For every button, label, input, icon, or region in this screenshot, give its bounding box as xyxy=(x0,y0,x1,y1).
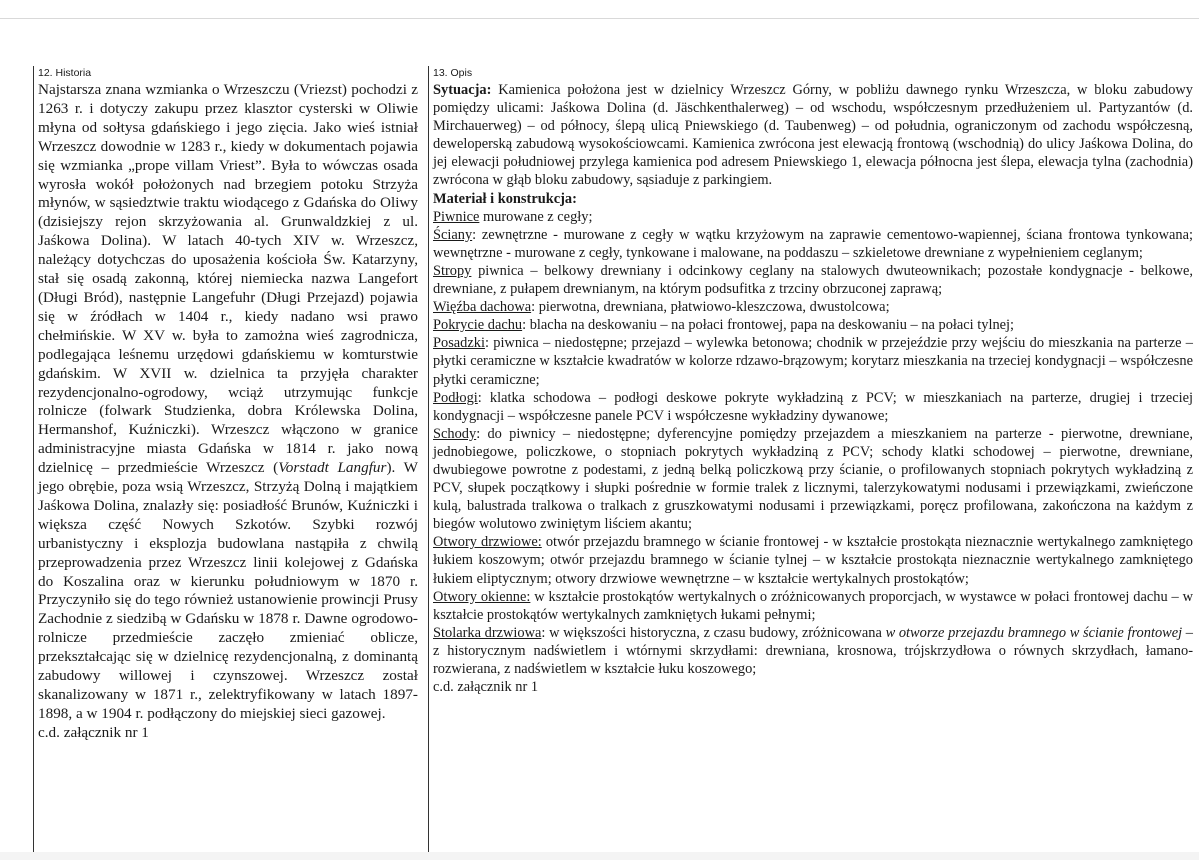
item-wiezba xyxy=(433,298,1193,316)
item-label: Schody xyxy=(433,425,477,442)
item-text: : zewnętrzne - murowane z cegły w wątku krzyżowym na zaprawie cementowo-wapiennej, ściana frontowa tynkowana; wewnętrzne - murowane z cegły, tynkowane i malowane, na poddaszu – szkieletowe drewniane z wypełnieniem ceglanym; xyxy=(433,226,1193,261)
item-text: w kształcie prostokątów wertykalnych o zróżnicowanych proporcjach, w wystawce w połaci frontowej dachu – w kształcie prostokątów wertykalnych zamkniętych łukami pełnymi; xyxy=(433,588,1193,623)
item-text: : do piwnicy – niedostępne; dyferencyjne pomiędzy przejazdem a mieszkaniem na parterze - pierwotne, drewniane, jednobiegowe, policzkowe, o stopniach pokrytych wykładziną z PCV; schody klatki schodowej – pierwotne, drewniane, dwubiegowe powrotne z podestami, z jedną belką policzkową przy ścianie, o profilowanych stopniach pokrytych wykładziną z PCV, słupek początkowy i słupki pośrednie w formie tralek z licznymi, talerzykowatymi nodusami i przewiązkami, zwieńczone kulą, balustrada tralkowa o tralkach z gruszkowatymi nodusami i przewiązkami, poręcz profilowana, zakończona na każdym z biegów wolutowo zwiniętym liściem akantu; xyxy=(433,425,1193,533)
item-text: : pierwotna, drewniana, płatwiowo-kleszczowa, dwustolcowa; xyxy=(531,299,890,316)
item-schody xyxy=(433,425,1193,534)
item-text: : piwnica – niedostępne; przejazd – wylewka betonowa; chodnik w przejeździe przy wejściu do mieszkania na parterze – płytki ceramiczne w kształcie kwadratów w kolorze rdzawo-brązowym; korytarz mieszkania na trzeciej kondygnacji – współczesne płytki ceramiczne; xyxy=(433,335,1193,388)
item-podlogi xyxy=(433,389,1193,425)
history-body: Najstarsza znana wzmianka o Wrzeszczu (Vriezst) pochodzi z 1263 r. i dotyczy zakupu przez klasztor cysterski w Oliwie młyna od sołtysa gdańskiego i jego zięcia. Jako wieś istniał Wrzeszcz dowodnie w 1283 r., kiedy w dokumentach pojawia się wzmianka „prope villam Vriest”. Była to wówczas osada wyrosła wokół położonych nad brzegiem potoku Strzyża młynów, w sąsiedztwie traktu wiodącego z Gdańska do Oliwy (dzisiejszy rejon skrzyżowania al. Grunwaldzkiej z ul. Jaśkowa Dolina). W latach 40-tych XIV w. Wrzeszcz, należący dotychczas do uposażenia kościoła Św. Katarzyny, stał się osadą zakonną, której niemiecka nazwa Langefort (Długi Bród), następnie Langefuhr (Długi Przejazd) pojawia się w źródłach w 1404 r., kiedy nadano wsi prawo chełmińskie. W XV w. była to zamożna wieś zagrodnicza, podlegająca leśnemu urzędowi gdańskiemu w komturstwie gdańskim. W XVII w. dzielnica ta przyjęła charakter rezydencjonalno-ogrodowy, wciąż utrzymując funkcje rolnicze (folwark Studzienka, dobra Królewska Dolina, Hermanshof, Kuźniczki). Wrzeszcz włączono w granice administracyjne miasta Gdańska w 1814 r. jako nową dzielnicę – przedmieście Wrzeszcz ( xyxy=(38,81,418,477)
item-text: : blacha na deskowaniu – na połaci frontowej, papa na deskowaniu – na połaci tylnej; xyxy=(522,317,1015,334)
description-column xyxy=(428,66,1199,860)
top-divider xyxy=(0,18,1199,19)
item-label: Stropy xyxy=(433,262,472,279)
item-text: piwnica – belkowy drewniany i odcinkowy ceglany na stalowych dwuteownikach; pozostałe kondygnacje - belkowe, drewniane, z pułapem drewnianym, na którym podsufitka z trzciny obrzuconej zaprawą; xyxy=(433,262,1193,298)
item-label: Więźba dachowa xyxy=(433,299,532,316)
stolarka-italic: w otworze przejazdu bramnego w ścianie frontowej xyxy=(885,624,1183,641)
situation-text: Kamienica położona jest w dzielnicy Wrzeszcz Górny, w pobliżu dawnego rynku Wrzeszcza, w bloku zabudowy pomiędzy ulicami: Jaśkowa Dolina (d. Jäschkenthalerweg) – od wschodu, współczesnym przedłużeniem ul. Partyzantów (d. Mirchauerweg) – od północy, ślepą ulicą Pniewskiego (d. Taubenweg) – od południa, ograniczonym od zachodu współczesną, deweloperską zabudową wysokościowcami. Kamienica zwrócona jest elewacją frontową (wschodnią) do ulicy Jaśkowa Dolina, do jej elewacji południowej przylega kamienica pod adresem Pniewskiego 1, elewacja północna jest ślepa, elewacja tylna (zachodnia) zwrócona w głąb bloku zabudowy, sąsiaduje z parkingiem. xyxy=(433,82,1193,189)
description-text xyxy=(433,81,1193,696)
history-body-2: ). W jego obrębie, poza wsią Wrzeszcz, Strzyżą Dolną i majątkiem Jaśkowa Dolina, znalazły się: posiadłość Brunów, Kuźniczki i większa część Nowych Szkotów. Szybki rozwój urbanistyczny i eksplozja budowlana nastąpiła z chwilą przeprowadzenia przez Wrzeszcz linii kolejowej z Gdańska do Koszalina oraz w kierunku południowym w 1870 r. Przyczyniło się do tego również ustanowienie prowincji Prusy Zachodnie z siedzibą w Gdańsku w 1878 r. Dawne ogrodowo-rolnicze przedmieście zaczęło zmieniać oblicze, przekształcając się w dzielnicę rezydencjonalną, z dominantą zabudowy willowej i czynszowej. Wrzeszcz został skanalizowany w 1871 r., zelektryfikowany w latach 1897-1898, a w 1904 r. podłączony do miejskiej sieci gazowej. xyxy=(38,459,418,722)
history-footer: c.d. załącznik nr 1 xyxy=(38,723,149,741)
item-label: Posadzki xyxy=(433,335,485,352)
situation-label: Sytuacja: xyxy=(433,82,492,98)
item-otwory-drzwiowe xyxy=(433,533,1193,587)
description-header: 13. Opis xyxy=(433,67,473,79)
history-vorstadt: Vorstadt Langfur xyxy=(278,459,387,477)
item-posadzki xyxy=(433,334,1193,388)
bottom-shade xyxy=(0,852,1199,860)
history-column xyxy=(33,66,424,860)
stolarka-text-2: – z historycznym nadświetlem i wtórnymi skrzydłami: drewniana, krosnowa, trójskrzydłowa o równych skrzydłach, łamano-rozwierana, z nadświetlem w kształcie łuku koszowego; xyxy=(433,624,1193,677)
item-text: murowane z cegły; xyxy=(479,208,593,225)
stolarka-text-1: : w większości historyczna, z czasu budowy, zróżnicowana xyxy=(541,624,886,641)
item-otwory-okienne xyxy=(433,588,1193,624)
history-text xyxy=(38,81,418,743)
material-heading: Materiał i konstrukcja: xyxy=(433,190,577,207)
item-text: : klatka schodowa – podłogi deskowe pokryte wykładziną z PCV; w mieszkaniach na parterze, drugiej i trzeciej kondygnacji – współczesne panele PCV i współczesne wykładziny dywanowe; xyxy=(433,389,1193,424)
item-label: Pokrycie dachu xyxy=(433,317,523,334)
item-label: Podłogi xyxy=(433,389,478,406)
situation-paragraph xyxy=(433,81,1193,190)
item-sciany xyxy=(433,226,1193,262)
item-label: Otwory okienne: xyxy=(433,588,531,605)
item-label: Otwory drzwiowe: xyxy=(433,534,542,551)
item-stolarka xyxy=(433,624,1193,678)
history-header: 12. Historia xyxy=(38,67,92,79)
description-footer: c.d. załącznik nr 1 xyxy=(433,679,539,696)
item-piwnice xyxy=(433,208,1193,226)
item-stropy xyxy=(433,262,1193,298)
stolarka-label: Stolarka drzwiowa xyxy=(433,624,542,641)
item-label: Ściany xyxy=(433,226,473,243)
item-label: Piwnice xyxy=(433,208,480,225)
item-pokrycie xyxy=(433,316,1193,334)
item-text: otwór przejazdu bramnego w ścianie frontowej - w kształcie prostokąta nieznacznie wertykalnego zamkniętego łukiem koszowym; otwór przejazdu bramnego w ścianie tylnej – w kształcie prostokąta nieznacznie wertykalnego zamkniętego łukiem eliptycznym; otwory drzwiowe wewnętrzne – w kształcie wertykalnych prostokątów; xyxy=(433,534,1193,587)
